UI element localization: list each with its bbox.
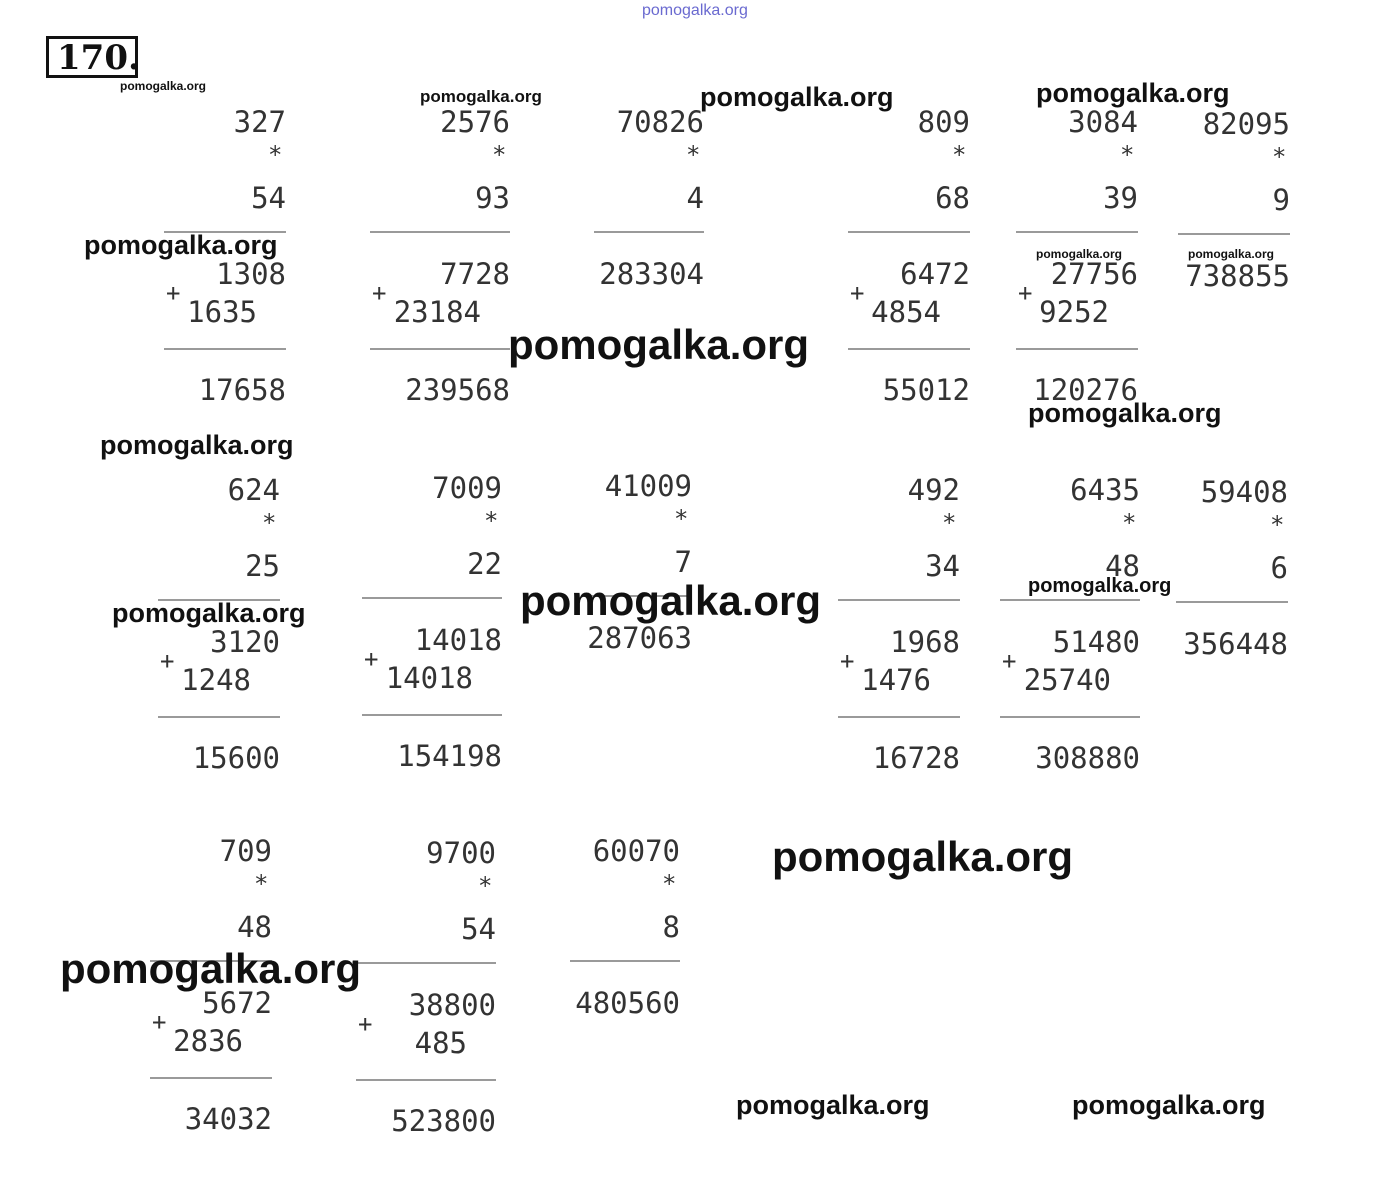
product-result: 283304 [599, 257, 704, 291]
watermark: pomogalka.org [642, 2, 748, 19]
partial-product: 1248 [181, 663, 251, 697]
sum-rule [1000, 716, 1140, 718]
partial-product: 23184 [393, 295, 481, 329]
product-result: 15600 [192, 741, 280, 775]
top-factor: 492 [907, 473, 960, 507]
watermark: pomogalka.org [120, 79, 207, 93]
watermark: pomogalka.org [1188, 247, 1275, 261]
multiply-sign: * [268, 141, 283, 169]
watermark: pomogalka.org [700, 82, 894, 112]
watermark: pomogalka.org [1036, 247, 1123, 261]
sum-rule [848, 348, 970, 350]
bottom-factor: 25 [245, 549, 280, 583]
watermark: pomogalka.org [420, 87, 542, 106]
watermark: pomogalka.org [1028, 398, 1222, 428]
multiply-sign: * [1272, 143, 1287, 171]
partial-product: 1968 [890, 625, 960, 659]
multiply-sign: * [1120, 141, 1135, 169]
add-sign: + [160, 647, 175, 675]
bottom-factor: 93 [475, 181, 510, 215]
add-sign: + [840, 647, 855, 675]
watermark: pomogalka.org [772, 833, 1074, 880]
multiply-rule [848, 231, 970, 233]
top-factor: 809 [917, 105, 970, 139]
product-result: 17658 [198, 373, 286, 407]
multiply-sign: * [478, 872, 493, 900]
sum-rule [362, 714, 502, 716]
multiply-rule [1178, 233, 1290, 235]
multiply-sign: * [1122, 509, 1137, 537]
partial-product: 1308 [216, 257, 286, 291]
multiply-rule [594, 231, 704, 233]
bottom-factor: 9 [1272, 183, 1290, 217]
top-factor: 60070 [592, 834, 680, 868]
product-result: 120276 [1033, 373, 1138, 407]
top-factor: 2576 [440, 105, 510, 139]
multiply-sign: * [942, 509, 957, 537]
bottom-factor: 68 [935, 181, 970, 215]
sum-rule [838, 716, 960, 718]
partial-product: 14018 [385, 661, 473, 695]
multiply-rule [570, 960, 680, 962]
multiply-rule [362, 597, 502, 599]
top-factor: 3084 [1068, 105, 1138, 139]
watermark: pomogalka.org [520, 577, 822, 624]
product-result: 738855 [1185, 259, 1290, 293]
add-sign: + [372, 279, 387, 307]
top-factor: 327 [233, 105, 286, 139]
add-sign: + [1002, 647, 1017, 675]
top-factor: 41009 [604, 469, 692, 503]
top-factor: 59408 [1200, 475, 1288, 509]
partial-product: 38800 [408, 988, 496, 1022]
multiply-sign: * [484, 507, 499, 535]
partial-product: 51480 [1052, 625, 1140, 659]
product-result: 523800 [391, 1104, 496, 1138]
product-result: 154198 [397, 739, 502, 773]
add-sign: + [166, 279, 181, 307]
top-factor: 6435 [1070, 473, 1140, 507]
partial-product: 1476 [861, 663, 931, 697]
top-factor: 709 [219, 834, 272, 868]
watermark: pomogalka.org [60, 945, 362, 992]
sum-rule [164, 348, 286, 350]
partial-product: 27756 [1050, 257, 1138, 291]
product-result: 287063 [587, 621, 692, 655]
watermark: pomogalka.org [112, 598, 306, 628]
product-result: 308880 [1035, 741, 1140, 775]
add-sign: + [152, 1008, 167, 1036]
add-sign: + [1018, 279, 1033, 307]
partial-product: 1635 [187, 295, 257, 329]
partial-product: 5672 [202, 986, 272, 1020]
bottom-factor: 22 [467, 547, 502, 581]
partial-product: 3120 [210, 625, 280, 659]
product-result: 16728 [872, 741, 960, 775]
top-factor: 9700 [426, 836, 496, 870]
bottom-factor: 6 [1270, 551, 1288, 585]
sum-rule [1016, 348, 1138, 350]
partial-product: 4854 [871, 295, 941, 329]
multiply-rule [1176, 601, 1288, 603]
multiply-sign: * [492, 141, 507, 169]
watermark: pomogalka.org [84, 230, 278, 260]
top-factor: 70826 [616, 105, 704, 139]
multiply-sign: * [674, 505, 689, 533]
partial-product: 485 [414, 1026, 467, 1060]
watermark: pomogalka.org [100, 430, 294, 460]
sum-rule [150, 1077, 272, 1079]
multiply-sign: * [952, 141, 967, 169]
product-result: 356448 [1183, 627, 1288, 661]
partial-product: 7728 [440, 257, 510, 291]
bottom-factor: 34 [925, 549, 960, 583]
add-sign: + [850, 279, 865, 307]
sum-rule [356, 1079, 496, 1081]
add-sign: + [358, 1010, 373, 1038]
product-result: 480560 [575, 986, 680, 1020]
multiply-rule [370, 231, 510, 233]
multiply-sign: * [686, 141, 701, 169]
add-sign: + [364, 645, 379, 673]
top-factor: 82095 [1202, 107, 1290, 141]
partial-product: 25740 [1023, 663, 1111, 697]
watermark: pomogalka.org [736, 1090, 930, 1120]
product-result: 239568 [405, 373, 510, 407]
problem-number: 170. [57, 38, 140, 78]
bottom-factor: 8 [662, 910, 680, 944]
sum-rule [158, 716, 280, 718]
partial-product: 6472 [900, 257, 970, 291]
multiply-rule [1000, 599, 1140, 601]
partial-product: 14018 [414, 623, 502, 657]
multiply-sign: * [254, 870, 269, 898]
product-result: 55012 [882, 373, 970, 407]
partial-product: 2836 [173, 1024, 243, 1058]
bottom-factor: 7 [674, 545, 692, 579]
multiply-sign: * [262, 509, 277, 537]
watermark: pomogalka.org [1028, 575, 1172, 597]
watermark: pomogalka.org [508, 321, 810, 368]
multiply-sign: * [662, 870, 677, 898]
partial-product: 9252 [1039, 295, 1109, 329]
sum-rule [370, 348, 510, 350]
bottom-factor: 4 [686, 181, 704, 215]
bottom-factor: 54 [251, 181, 286, 215]
multiply-rule [356, 962, 496, 964]
bottom-factor: 48 [1105, 549, 1140, 583]
top-factor: 624 [227, 473, 280, 507]
multiply-rule [838, 599, 960, 601]
problem-number-box [46, 36, 138, 78]
top-factor: 7009 [432, 471, 502, 505]
product-result: 34032 [184, 1102, 272, 1136]
bottom-factor: 48 [237, 910, 272, 944]
bottom-factor: 54 [461, 912, 496, 946]
watermark: pomogalka.org [1072, 1090, 1266, 1120]
bottom-factor: 39 [1103, 181, 1138, 215]
multiply-rule [1016, 231, 1138, 233]
watermark: pomogalka.org [1036, 78, 1230, 108]
multiply-sign: * [1270, 511, 1285, 539]
